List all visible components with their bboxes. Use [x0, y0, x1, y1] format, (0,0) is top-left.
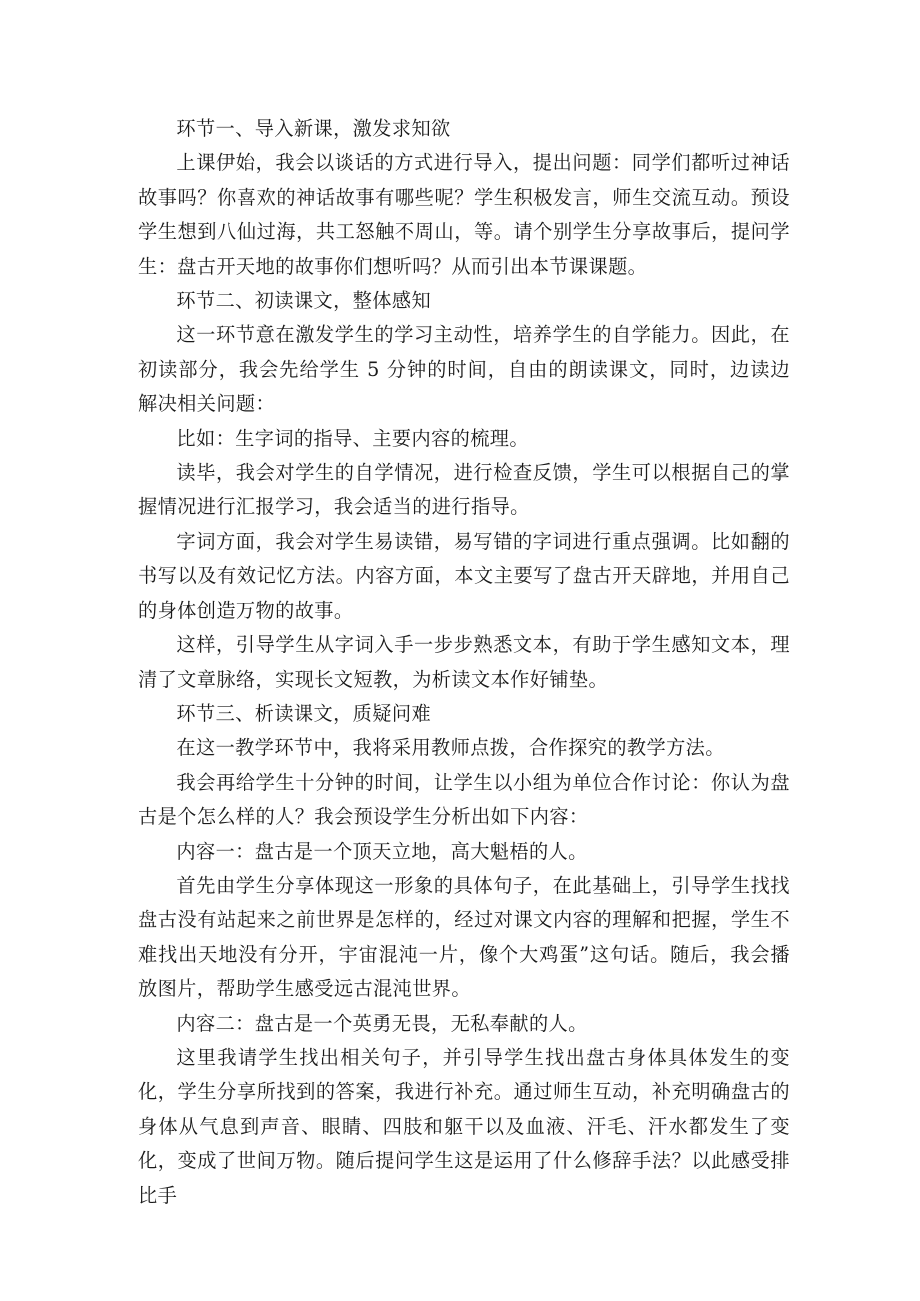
paragraph-method: 在这一教学环节中，我将采用教师点拨，合作探究的教学方法。: [176, 736, 725, 760]
paragraph-vocabulary: 字词方面，我会对学生易读错，易写错的字词进行重点强调。比如翻的书写以及有效记忆方法。内容方面，本文主要写了盘古开天辟地，并用自己的身体创造万物的故事。: [138, 529, 790, 622]
paragraph-group-discussion: 我会再给学生十分钟的时间，让学生以小组为单位合作讨论：你认为盘古是个怎么样的人？我会预设学生分析出如下内容：: [138, 770, 790, 829]
paragraph-intro-question: 上课伊始，我会以谈话的方式进行导入，提出问题：同学们都听过神话故事吗？你喜欢的神话故事有哪些呢？学生积极发言，师生交流互动。预设学生想到八仙过海，共工怒触不周山，等。请个别学生分享故事后，提问学生：盘古开天地的故事你们想听吗？从而引出本节课课题。: [138, 151, 790, 278]
paragraph-content-two-detail: 这里我请学生找出相关句子，并引导学生找出盘古身体具体发生的变化，学生分享所找到的答案，我进行补充。通过师生互动，补充明确盘古的身体从气息到声音、眼睛、四肢和躯干以及血液、汗毛、汗水都发生了变化，变成了世间万物。随后提问学生这是运用了什么修辞手法？以此感受排比手: [138, 1045, 790, 1207]
document-page: [138, 112, 790, 1213]
section-heading-1: 环节一、导入新课，激发求知欲: [176, 117, 451, 140]
paragraph-feedback: 读毕，我会对学生的自学情况，进行检查反馈，学生可以根据自己的掌握情况进行汇报学习，我会适当的进行指导。: [138, 461, 790, 519]
paragraph-content-one-detail: 首先由学生分享体现这一形象的具体句子，在此基础上，引导学生找找盘古没有站起来之前世界是怎样的，经过对课文内容的理解和把握，学生不难找出天地没有分开，宇宙混沌一片，像个大鸡蛋”这句话。随后，我会播放图片，帮助学生感受远古混沌世界。: [138, 873, 790, 1001]
paragraph-first-reading: 这一环节意在激发学生的学习主动性，培养学生的自学能力。因此，在初读部分，我会先给学生 5 分钟的时间，自由的朗读课文，同时，边读边解决相关问题：: [138, 323, 790, 416]
paragraph-summary: 这样，引导学生从字词入手一步步熟悉文本，有助于学生感知文本，理清了文章脉络，实现长文短教，为析读文本作好铺垫。: [138, 633, 790, 691]
paragraph-example: 比如：生字词的指导、主要内容的梳理。: [176, 426, 529, 450]
section-heading-2: 环节二、初读课文，整体感知: [176, 289, 432, 313]
paragraph-content-one: 内容一：盘古是一个顶天立地，高大魁梧的人。: [176, 839, 588, 863]
paragraph-content-two: 内容二：盘古是一个英勇无畏，无私奉献的人。: [176, 1011, 588, 1035]
section-heading-3: 环节三、析读课文，质疑问难: [176, 701, 432, 725]
